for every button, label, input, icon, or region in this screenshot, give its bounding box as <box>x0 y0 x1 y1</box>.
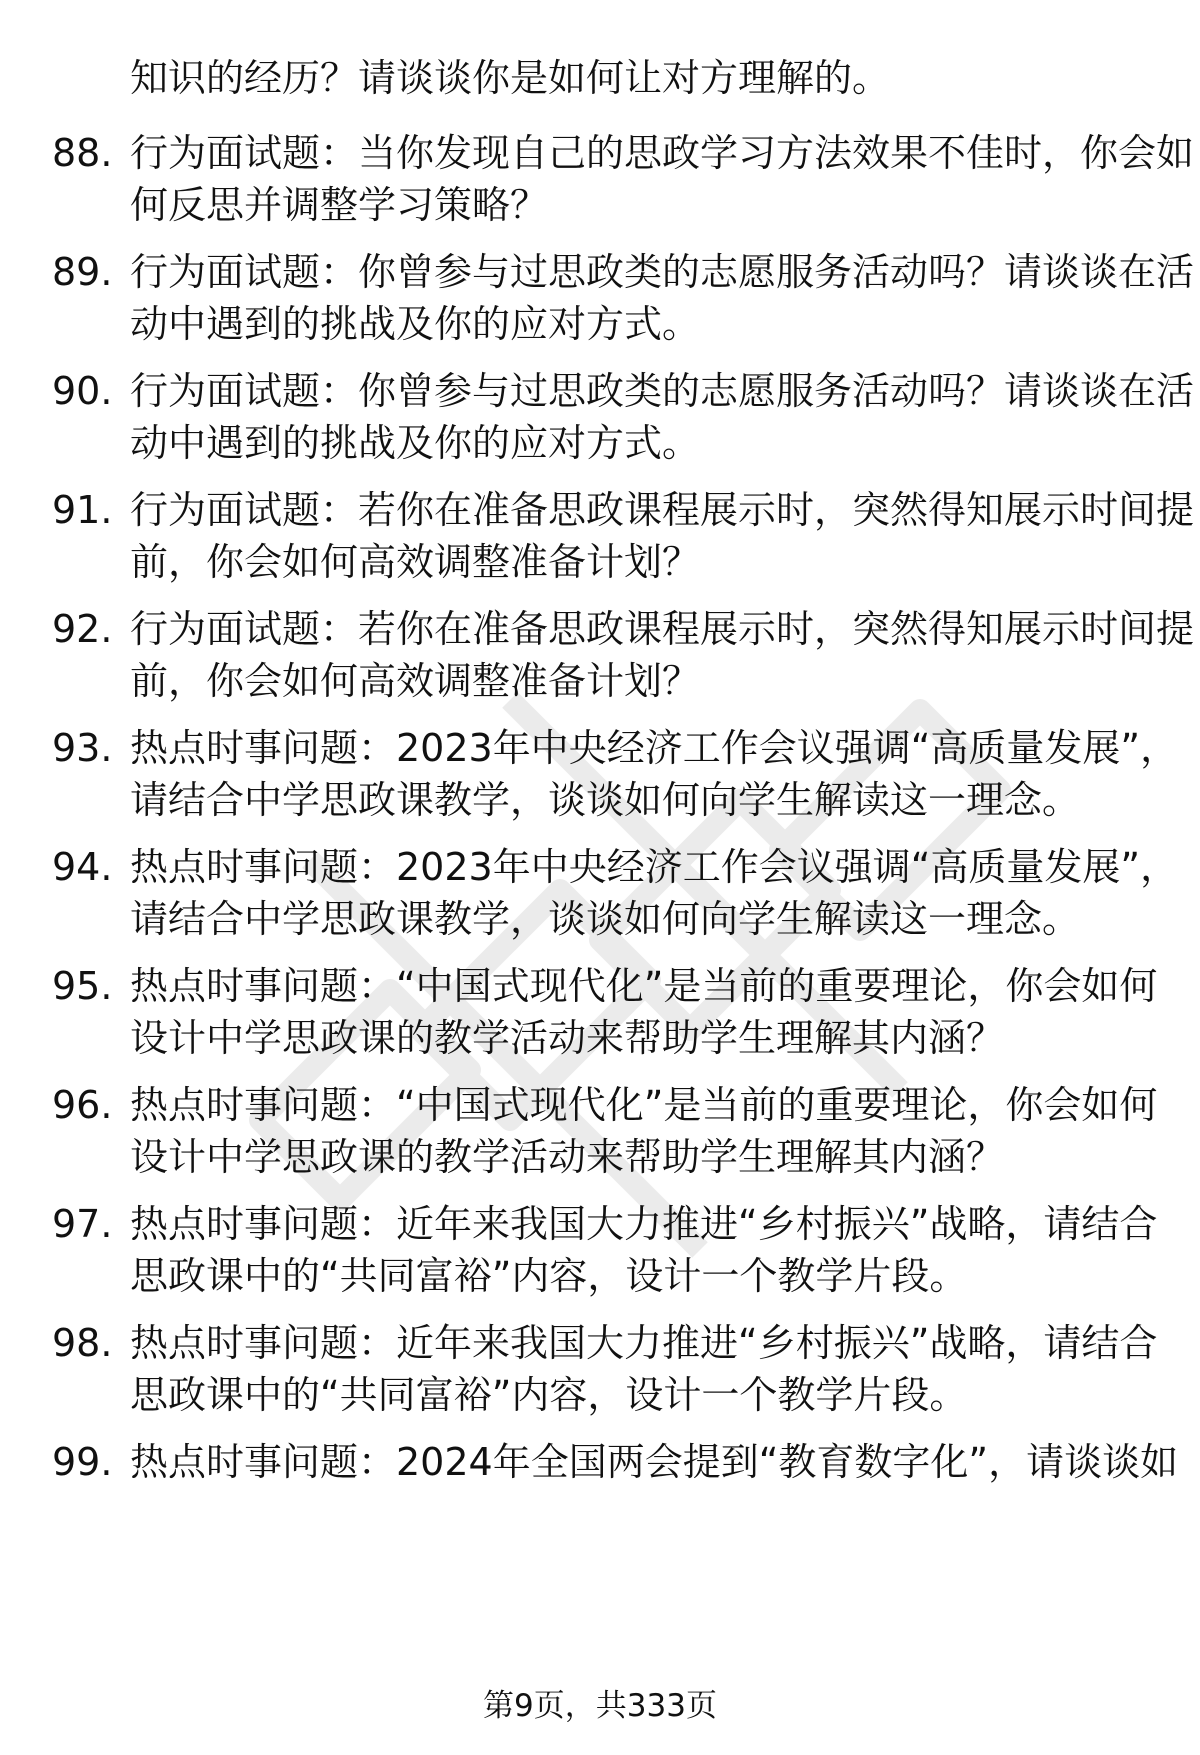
question-text-line1: 热点时事问题：近年来我国大力推进“乡村振兴”战略，请结合 <box>130 1202 1158 1246</box>
question-text-line2: 前，你会如何高效调整准备计划？ <box>130 659 701 703</box>
question-number: 95. <box>52 964 113 1008</box>
question-text-line1: 热点时事问题：2024年全国两会提到“教育数字化”，请谈谈如 <box>130 1440 1179 1484</box>
question-number: 97. <box>52 1202 113 1246</box>
question-number: 89. <box>52 250 113 294</box>
question-text-line2: 设计中学思政课的教学活动来帮助学生理解其内涵？ <box>130 1135 1005 1179</box>
question-text-line2: 请结合中学思政课教学，谈谈如何向学生解读这一理念。 <box>130 897 1081 941</box>
question-number: 98. <box>52 1321 113 1365</box>
question-text-line1: 热点时事问题：2023年中央经济工作会议强调“高质量发展”， <box>130 726 1179 770</box>
question-text-line2: 动中遇到的挑战及你的应对方式。 <box>130 421 701 465</box>
question-text-line2: 请结合中学思政课教学，谈谈如何向学生解读这一理念。 <box>130 778 1081 822</box>
question-text-line1: 热点时事问题：2023年中央经济工作会议强调“高质量发展”， <box>130 845 1179 889</box>
page-footer: 第9页，共333页 <box>483 1688 717 1724</box>
question-number: 90. <box>52 369 113 413</box>
question-text-line2: 动中遇到的挑战及你的应对方式。 <box>130 302 701 346</box>
question-text-line2: 思政课中的“共同富裕”内容，设计一个教学片段。 <box>130 1373 968 1417</box>
question-number: 93. <box>52 726 113 770</box>
question-text-line1: 热点时事问题：近年来我国大力推进“乡村振兴”战略，请结合 <box>130 1321 1158 1365</box>
question-text-line1: 行为面试题：当你发现自己的思政学习方法效果不佳时，你会如 <box>130 131 1195 175</box>
question-number: 96. <box>52 1083 113 1127</box>
question-text-line1: 热点时事问题：“中国式现代化”是当前的重要理论，你会如何 <box>130 964 1158 1008</box>
question-text-line2: 何反思并调整学习策略？ <box>130 183 549 227</box>
question-text-line1: 行为面试题：你曾参与过思政类的志愿服务活动吗？请谈谈在活 <box>130 369 1195 413</box>
question-text-line1: 热点时事问题：“中国式现代化”是当前的重要理论，你会如何 <box>130 1083 1158 1127</box>
question-number: 92. <box>52 607 113 651</box>
question-text-line2: 前，你会如何高效调整准备计划？ <box>130 540 701 584</box>
question-text-line1: 行为面试题：若你在准备思政课程展示时，突然得知展示时间提 <box>130 488 1195 532</box>
question-text-line2: 思政课中的“共同富裕”内容，设计一个教学片段。 <box>130 1254 968 1298</box>
continued-question-line: 知识的经历？请谈谈你是如何让对方理解的。 <box>130 56 891 100</box>
question-number: 91. <box>52 488 113 532</box>
question-text-line2: 设计中学思政课的教学活动来帮助学生理解其内涵？ <box>130 1016 1005 1060</box>
question-text-line1: 行为面试题：若你在准备思政课程展示时，突然得知展示时间提 <box>130 607 1195 651</box>
question-number: 88. <box>52 131 113 175</box>
question-number: 99. <box>52 1440 113 1484</box>
question-text-line1: 行为面试题：你曾参与过思政类的志愿服务活动吗？请谈谈在活 <box>130 250 1195 294</box>
question-number: 94. <box>52 845 113 889</box>
